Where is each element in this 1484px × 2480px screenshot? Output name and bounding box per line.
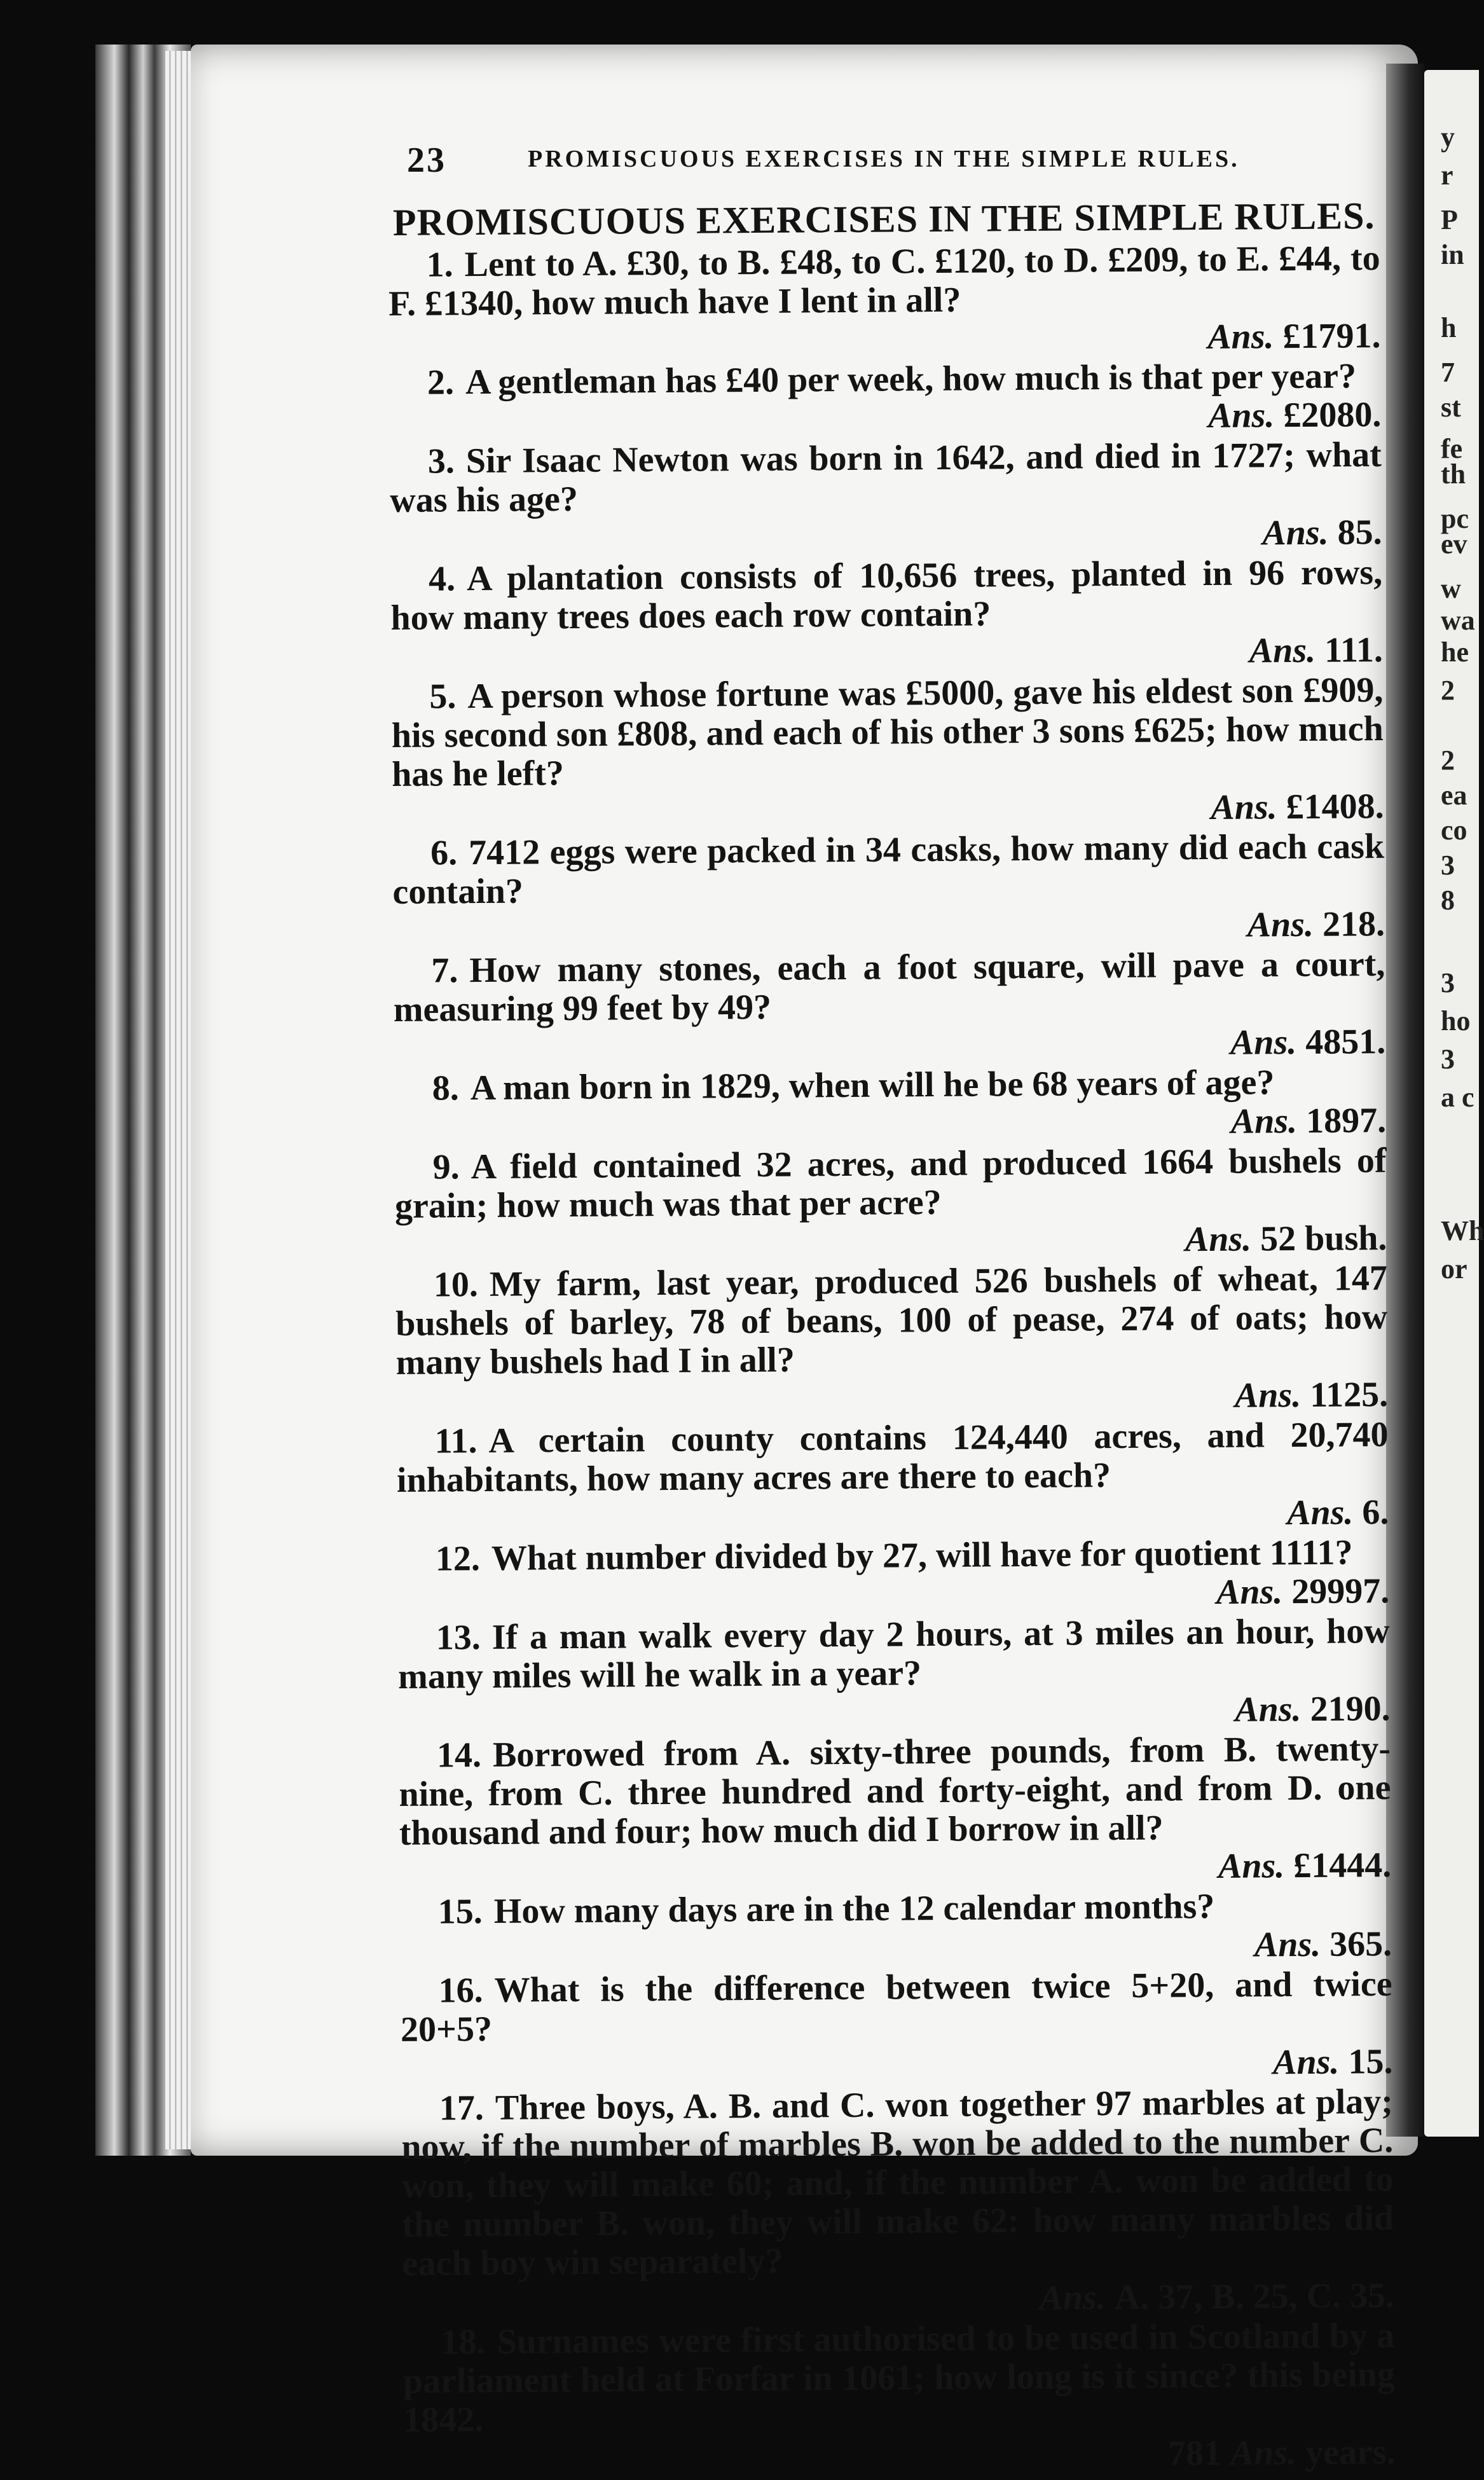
- answer-label: Ans.: [1262, 513, 1329, 553]
- answer-label: Ans.: [1211, 787, 1277, 827]
- answer-label: Ans.: [1207, 317, 1274, 357]
- facing-fragment: h: [1441, 312, 1457, 343]
- exercise-number: 4.: [428, 559, 456, 599]
- exercise-item: [396, 1416, 1389, 1539]
- exercise-question: A man born in 1829, when will he be 68 years of age?: [470, 1063, 1275, 1108]
- exercise-number: 18.: [441, 2322, 486, 2362]
- answer-label: Ans.: [1247, 904, 1314, 945]
- exercise-item: [391, 671, 1384, 833]
- facing-fragment: he: [1441, 637, 1469, 668]
- facing-fragment: fe: [1441, 433, 1463, 464]
- exercise-answer: [394, 1101, 1386, 1147]
- exercise-question: What is the difference between twice 5+20, and twice 20+5?: [400, 1964, 1392, 2049]
- exercise-answer: [396, 1375, 1388, 1421]
- exercise-item: [390, 553, 1383, 677]
- facing-fragment: a c: [1441, 1082, 1474, 1113]
- exercise-text: [400, 1886, 1392, 1932]
- exercise-item: [399, 1730, 1392, 1892]
- exercise-text: [400, 1965, 1392, 2049]
- exercise-item: [389, 357, 1382, 441]
- exercise-number: 3.: [427, 441, 455, 481]
- exercise-number: 15.: [437, 1892, 483, 1932]
- answer-label: Ans.: [1230, 2433, 1297, 2473]
- facing-page-fragments: [1438, 0, 1484, 2203]
- facing-fragment: ea: [1441, 780, 1467, 811]
- exercise-item: [395, 1259, 1389, 1421]
- exercise-text: [391, 671, 1384, 794]
- exercise-answer: [398, 1690, 1390, 1735]
- answer-label: Ans.: [1235, 1690, 1302, 1730]
- exercise-text: [398, 1612, 1391, 1697]
- facing-fragment: Wh: [1441, 1215, 1484, 1246]
- answer-value: 1125.: [1309, 1375, 1389, 1415]
- answer-label: Ans.: [1216, 1572, 1283, 1612]
- exercise-question: 7412 eggs were packed in 34 casks, how many did each cask contain?: [392, 827, 1385, 912]
- facing-fragment: 3: [1441, 1044, 1455, 1075]
- facing-fragment: 3: [1441, 850, 1455, 881]
- answer-value: £1791.: [1282, 316, 1381, 357]
- answer-value: 52 bush.: [1260, 1218, 1387, 1259]
- exercise-text: [392, 827, 1385, 912]
- exercise-answer: [392, 787, 1384, 833]
- answer-value: 29997.: [1291, 1571, 1390, 1612]
- exercise-answer: [388, 317, 1380, 362]
- exercise-item: [394, 1141, 1387, 1265]
- exercise-question: How many days are in the 12 calendar months?: [493, 1886, 1215, 1931]
- exercise-answer: [397, 1493, 1389, 1539]
- exercise-number: 9.: [432, 1147, 460, 1187]
- page-gutter-shadow: [1386, 64, 1424, 2137]
- exercise-number: 16.: [438, 1971, 483, 2011]
- exercise-question: Borrowed from A. sixty-three pounds, from B. twenty-nine, from C. three hundred and forty-eight, and from D. one thousand and four; how much did I borrow in all?: [399, 1729, 1391, 1853]
- exercise-answer: [402, 2277, 1394, 2322]
- answer-label: Ans.: [1249, 630, 1316, 671]
- exercise-answer: [401, 2043, 1392, 2088]
- answer-label: Ans.: [1218, 1846, 1285, 1886]
- facing-fragment: st: [1441, 392, 1461, 423]
- exercise-number: 13.: [436, 1618, 481, 1658]
- answer-value: 365.: [1329, 1924, 1392, 1964]
- answer-label: Ans.: [1207, 396, 1275, 436]
- answer-label: Ans.: [1185, 1219, 1252, 1260]
- running-head-title: PROMISCUOUS EXERCISES IN THE SIMPLE RULES.: [528, 146, 1240, 172]
- exercise-number: 8.: [432, 1068, 459, 1108]
- facing-fragment: y: [1441, 121, 1455, 153]
- exercise-question: Surnames were first authorised to be used in Scotland by a parliament held at Forfar in 1061; how long is it since? this being 1842.: [402, 2316, 1396, 2440]
- facing-fragment: ho: [1441, 1005, 1471, 1037]
- section-heading: PROMISCUOUS EXERCISES IN THE SIMPLE RULES.: [392, 195, 1375, 244]
- answer-value: A. 37, B. 25, C. 35.: [1114, 2276, 1395, 2318]
- exercise-answer: [393, 905, 1385, 951]
- exercise-text: [396, 1416, 1389, 1500]
- answer-value: £1444.: [1293, 1845, 1392, 1886]
- exercise-answer: [391, 631, 1383, 677]
- exercise-question: A field contained 32 acres, and produced 1664 bushels of grain; how much was that per acre?: [394, 1141, 1387, 1226]
- exercise-question: A gentleman has £40 per week, how much is that per year?: [465, 356, 1357, 403]
- answer-label: Ans.: [1230, 1023, 1297, 1063]
- facing-fragment: or: [1441, 1253, 1467, 1285]
- exercise-question: Lent to A. £30, to B. £48, to C. £120, to D. £209, to E. £44, to F. £1340, how much have I lent in all?: [388, 238, 1380, 324]
- text-column: [388, 196, 1396, 2480]
- answer-label: Ans.: [1286, 1492, 1354, 1533]
- exercise-number: 5.: [429, 677, 457, 717]
- exercise-answer: [400, 1925, 1392, 1971]
- answer-label: Ans.: [1272, 2042, 1340, 2083]
- exercise-question: Three boys, A. B. and C. won together 97 marbles at play; now, if the number of marbles B. won be added to the number C. won, they will make 60; and, if the number A. won be added to the number B. won, they will make 62: how many marbles did each boy win separately?: [401, 2082, 1394, 2284]
- answer-value: £1408.: [1286, 787, 1384, 827]
- exercise-item: [400, 1886, 1392, 1971]
- facing-fragment: 7: [1441, 357, 1455, 388]
- exercise-number: 10.: [433, 1265, 479, 1305]
- exercise-item: [393, 945, 1385, 1068]
- exercise-item: [401, 2083, 1395, 2322]
- answer-value: 4851.: [1305, 1022, 1386, 1062]
- facing-fragment: P: [1441, 204, 1458, 235]
- answer-unit: years.: [1305, 2432, 1396, 2473]
- exercise-question: What number divided by 27, will have for quotient 1111?: [491, 1533, 1353, 1578]
- answer-value: 111.: [1324, 630, 1384, 670]
- exercise-text: [395, 1259, 1388, 1382]
- facing-fragment: w: [1441, 573, 1461, 604]
- answer-label: Ans.: [1039, 2278, 1106, 2318]
- facing-fragment: wa: [1441, 605, 1475, 636]
- exercise-number: 12.: [435, 1539, 481, 1579]
- exercise-item: [392, 827, 1385, 951]
- exercise-question: A certain county contains 124,440 acres, and 20,740 inhabitants, how many acres are there to each?: [396, 1415, 1389, 1500]
- exercise-answer: [395, 1219, 1387, 1265]
- exercise-answer: [390, 513, 1382, 559]
- answer-label: Ans.: [1254, 1924, 1321, 1965]
- answer-value: 781: [1167, 2433, 1222, 2474]
- answer-value: 6.: [1362, 1492, 1389, 1533]
- answer-value: 1897.: [1305, 1101, 1387, 1141]
- facing-fragment: co: [1441, 815, 1467, 846]
- exercise-question: Sir Isaac Newton was born in 1642, and died in 1727; what was his age?: [390, 435, 1382, 520]
- answer-label: Ans.: [1230, 1101, 1298, 1141]
- exercise-number: 11.: [434, 1421, 477, 1461]
- exercise-answer: [397, 1572, 1389, 1618]
- exercise-text: [401, 2083, 1394, 2284]
- exercise-text: [393, 945, 1385, 1030]
- exercise-item: [400, 1965, 1392, 2088]
- exercise-item: [394, 1063, 1387, 1147]
- exercise-question: How many stones, each a foot square, will pave a court, measuring 99 feet by 49?: [393, 944, 1385, 1030]
- exercise-text: [388, 239, 1380, 324]
- exercise-number: 2.: [427, 362, 455, 403]
- answer-value: 218.: [1322, 904, 1385, 944]
- exercise-question: A person whose fortune was £5000, gave his eldest son £909, his second son £808, and each of his other 3 sons £625; how much has he left?: [391, 670, 1384, 794]
- exercise-item: [402, 2317, 1396, 2479]
- exercise-number: 7.: [431, 951, 458, 991]
- exercise-question: A plantation consists of 10,656 trees, planted in 96 rows, how many trees does each row contain?: [390, 553, 1383, 638]
- facing-fragment: pc: [1441, 503, 1469, 534]
- answer-value: 15.: [1348, 2042, 1393, 2082]
- exercise-item: [397, 1533, 1390, 1618]
- facing-fragment: 2: [1441, 745, 1455, 776]
- facing-fragment: th: [1441, 458, 1466, 490]
- answer-value: 85.: [1337, 513, 1382, 553]
- exercise-answer: [404, 2433, 1396, 2479]
- exercise-question: If a man walk every day 2 hours, at 3 miles an hour, how many miles will he walk in a year?: [397, 1611, 1390, 1697]
- exercise-question: My farm, last year, produced 526 bushels of wheat, 147 bushels of barley, 78 of beans, 100 of pease, 274 of oats; how many bushels had I in all?: [395, 1258, 1388, 1382]
- facing-fragment: 3: [1441, 967, 1455, 998]
- exercise-text: [402, 2317, 1395, 2440]
- facing-fragment: ev: [1441, 528, 1467, 560]
- exercise-item: [388, 239, 1380, 362]
- exercise-text: [399, 1730, 1391, 1853]
- answer-label: Ans.: [1234, 1375, 1302, 1416]
- exercise-text: [394, 1141, 1387, 1226]
- exercise-number: 14.: [436, 1735, 482, 1775]
- answer-value: £2080.: [1283, 395, 1382, 436]
- exercise-answer: [389, 396, 1381, 441]
- exercise-item: [398, 1612, 1391, 1735]
- exercise-number: 1.: [426, 245, 453, 285]
- exercise-number: 6.: [430, 833, 458, 873]
- exercise-number: 17.: [439, 2088, 484, 2128]
- exercise-answer: [399, 1846, 1391, 1892]
- exercise-text: [390, 436, 1382, 520]
- answer-value: 2190.: [1310, 1689, 1391, 1729]
- facing-fragment: in: [1441, 239, 1464, 270]
- running-head: [407, 140, 1291, 178]
- facing-fragment: r: [1441, 160, 1453, 191]
- facing-fragment: 8: [1441, 885, 1455, 916]
- exercise-text: [390, 553, 1383, 638]
- exercise-item: [390, 436, 1382, 559]
- facing-fragment: 2: [1441, 675, 1455, 706]
- exercise-answer: [394, 1023, 1385, 1068]
- page-number: 23: [407, 141, 446, 180]
